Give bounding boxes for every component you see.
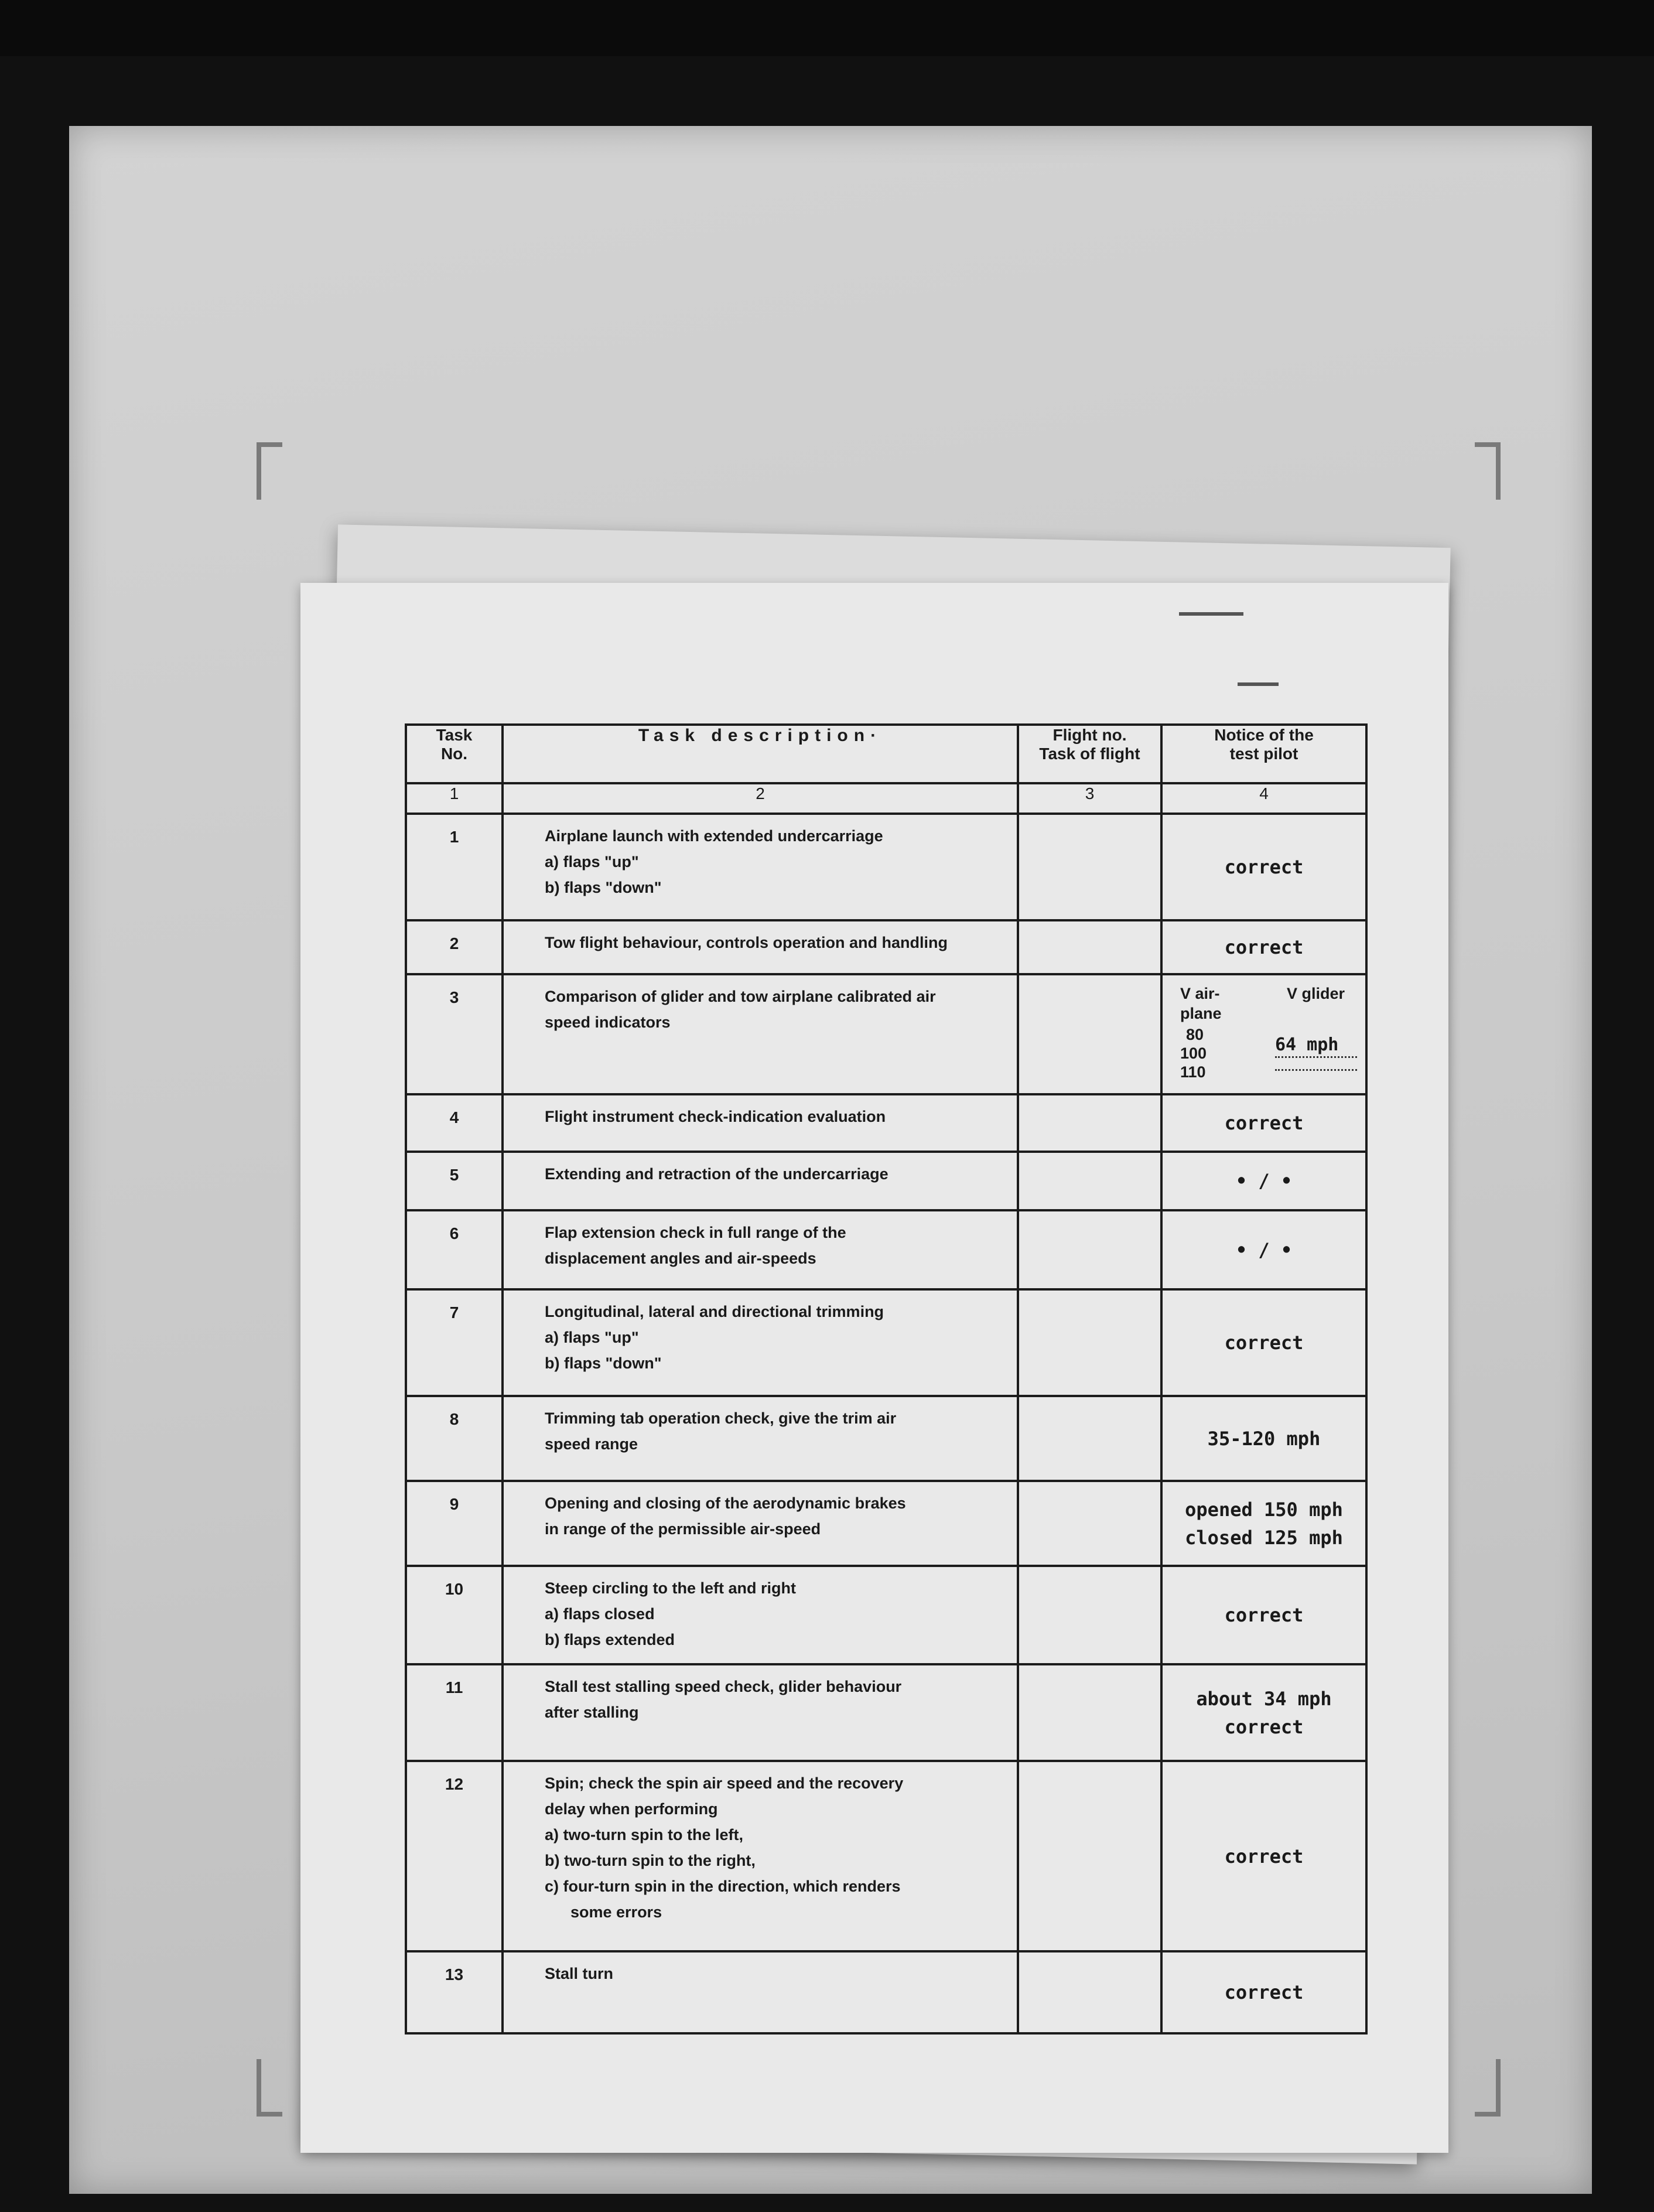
flight-cell — [1018, 1396, 1161, 1481]
column-number: 1 — [406, 783, 503, 814]
notice-line: opened 150 mph — [1185, 1498, 1343, 1521]
notice-line: correct — [1224, 1981, 1304, 2003]
description-line: some errors — [570, 1903, 662, 1921]
task-number: 11 — [406, 1664, 503, 1761]
header-flight-no: Flight no. Task of flight — [1018, 725, 1161, 783]
airspeed-comparison — [1161, 974, 1366, 1094]
flight-cell — [1018, 1481, 1161, 1566]
glider-speed-value: 64 mph — [1275, 1035, 1357, 1058]
ink-mark — [1179, 612, 1243, 616]
description-line: Stall test stalling speed check, glider behaviour — [545, 1678, 902, 1695]
header-task-description: Task description· — [503, 725, 1018, 783]
description-line: b) flaps "down" — [545, 879, 662, 896]
flight-cell — [1018, 920, 1161, 974]
task-description — [503, 1566, 1018, 1664]
description-line: Tow flight behaviour, controls operation and handling — [545, 934, 948, 951]
mount-board — [69, 126, 1592, 2194]
task-description — [503, 1664, 1018, 1761]
task-number: 10 — [406, 1566, 503, 1664]
notice-line: correct — [1224, 936, 1304, 958]
flight-test-task-table — [405, 723, 1368, 2035]
airplane-speed-110: 110 — [1180, 1063, 1206, 1081]
description-line: b) flaps extended — [545, 1631, 675, 1648]
header-task-no: Task No. — [406, 725, 503, 783]
dotted-blank-line — [1275, 1069, 1357, 1071]
task-description — [503, 1289, 1018, 1396]
notice-line: • / • — [1235, 1238, 1293, 1261]
description-line: a) flaps "up" — [545, 853, 639, 871]
notice-line: correct — [1224, 1604, 1304, 1626]
header-notice: Notice of the test pilot — [1161, 725, 1366, 783]
description-line: Trimming tab operation check, give the trim air — [545, 1409, 897, 1427]
column-number: 4 — [1161, 783, 1366, 814]
task-description — [503, 1951, 1018, 2033]
task-number: 9 — [406, 1481, 503, 1566]
pilot-notice — [1161, 1289, 1366, 1396]
description-line: c) four-turn spin in the direction, which renders — [545, 1878, 901, 1895]
description-line: Longitudinal, lateral and directional trimming — [545, 1303, 884, 1320]
task-description — [503, 1761, 1018, 1951]
description-line: Extending and retraction of the undercarriage — [545, 1165, 888, 1183]
task-number: 4 — [406, 1094, 503, 1152]
task-number: 5 — [406, 1152, 503, 1210]
description-line: in range of the permissible air-speed — [545, 1520, 821, 1538]
flight-cell — [1018, 1566, 1161, 1664]
flight-cell — [1018, 1094, 1161, 1152]
pilot-notice — [1161, 1481, 1366, 1566]
flight-cell — [1018, 974, 1161, 1094]
column-number: 3 — [1018, 783, 1161, 814]
v-glider-label: V glider — [1287, 985, 1345, 1002]
task-description — [503, 1396, 1018, 1481]
crop-mark — [257, 2059, 282, 2117]
description-line: speed indicators — [545, 1013, 671, 1031]
task-number: 7 — [406, 1289, 503, 1396]
description-line: b) flaps "down" — [545, 1354, 662, 1372]
task-number: 6 — [406, 1210, 503, 1289]
description-line: a) two-turn spin to the left, — [545, 1826, 743, 1844]
task-number: 2 — [406, 920, 503, 974]
description-line: a) flaps closed — [545, 1605, 655, 1623]
pilot-notice — [1161, 1210, 1366, 1289]
crop-mark — [1475, 442, 1501, 500]
pilot-notice — [1161, 1094, 1366, 1152]
description-line: Flight instrument check-indication evaluation — [545, 1108, 886, 1125]
task-description — [503, 920, 1018, 974]
description-line: Steep circling to the left and right — [545, 1579, 797, 1597]
notice-line: correct — [1224, 1845, 1304, 1868]
description-line: b) two-turn spin to the right, — [545, 1852, 756, 1869]
description-line: Spin; check the spin air speed and the recovery — [545, 1774, 904, 1792]
description-line: Airplane launch with extended undercarriage — [545, 827, 883, 845]
flight-cell — [1018, 1761, 1161, 1951]
notice-line: • / • — [1235, 1170, 1293, 1192]
flight-cell — [1018, 1152, 1161, 1210]
notice-line: closed 125 mph — [1185, 1526, 1343, 1549]
task-description — [503, 1481, 1018, 1566]
task-description — [503, 1210, 1018, 1289]
description-line: Flap extension check in full range of the — [545, 1224, 846, 1241]
pilot-notice — [1161, 920, 1366, 974]
notice-line: about 34 mph — [1196, 1687, 1332, 1710]
description-line: displacement angles and air-speeds — [545, 1250, 816, 1267]
pilot-notice — [1161, 1566, 1366, 1664]
description-line: Opening and closing of the aerodynamic brakes — [545, 1494, 906, 1512]
description-line: speed range — [545, 1435, 638, 1453]
pilot-notice — [1161, 814, 1366, 920]
notice-line: correct — [1224, 1332, 1304, 1354]
flight-cell — [1018, 1664, 1161, 1761]
pilot-notice — [1161, 1664, 1366, 1761]
flight-cell — [1018, 1951, 1161, 2033]
task-number: 3 — [406, 974, 503, 1094]
task-description — [503, 814, 1018, 920]
crop-mark — [1475, 2059, 1501, 2117]
task-description — [503, 1152, 1018, 1210]
crop-mark — [257, 442, 282, 500]
column-number: 2 — [503, 783, 1018, 814]
notice-line: correct — [1224, 856, 1304, 878]
task-number: 12 — [406, 1761, 503, 1951]
pilot-notice — [1161, 1396, 1366, 1481]
airplane-speed-100: 100 — [1180, 1044, 1207, 1062]
document-page — [300, 583, 1448, 2153]
task-number: 1 — [406, 814, 503, 920]
v-airplane-label-cont: plane — [1180, 1005, 1222, 1022]
task-number: 8 — [406, 1396, 503, 1481]
ink-mark — [1238, 682, 1279, 686]
task-description — [503, 974, 1018, 1094]
description-line: Stall turn — [545, 1965, 614, 1982]
pilot-notice — [1161, 1951, 1366, 2033]
flight-cell — [1018, 1210, 1161, 1289]
notice-line: 35-120 mph — [1207, 1427, 1321, 1450]
notice-line: correct — [1224, 1112, 1304, 1134]
v-airplane-label: V air- — [1180, 985, 1220, 1002]
pilot-notice — [1161, 1761, 1366, 1951]
description-line: delay when performing — [545, 1800, 718, 1818]
description-line: Comparison of glider and tow airplane calibrated air — [545, 988, 936, 1005]
notice-line: correct — [1224, 1715, 1304, 1738]
flight-cell — [1018, 1289, 1161, 1396]
pilot-notice — [1161, 1152, 1366, 1210]
task-number: 13 — [406, 1951, 503, 2033]
airplane-speed-80: 80 — [1186, 1026, 1204, 1043]
description-line: after stalling — [545, 1704, 639, 1721]
flight-cell — [1018, 814, 1161, 920]
task-description — [503, 1094, 1018, 1152]
description-line: a) flaps "up" — [545, 1329, 639, 1346]
